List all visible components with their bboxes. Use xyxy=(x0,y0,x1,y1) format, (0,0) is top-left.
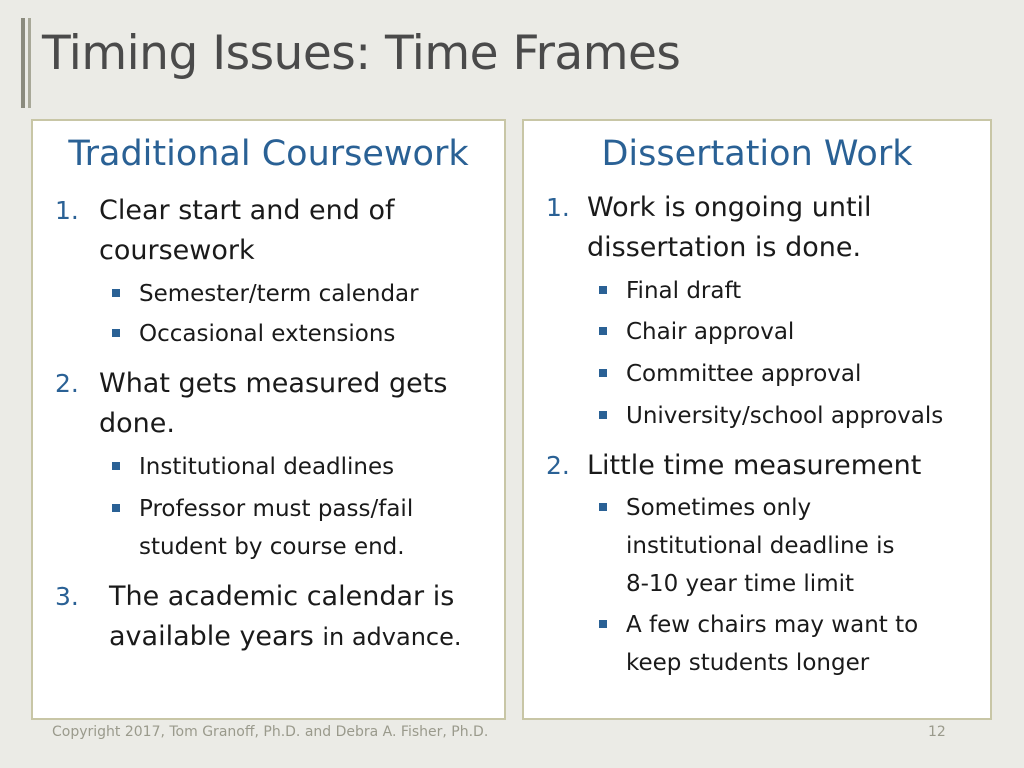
square-bullet-icon xyxy=(112,504,120,512)
square-bullet-icon xyxy=(599,369,607,377)
square-bullet-icon xyxy=(599,327,607,335)
column-heading: Dissertation Work xyxy=(601,134,913,174)
item-text: dissertation is done. xyxy=(587,232,862,263)
square-bullet-icon xyxy=(112,462,120,470)
item-text: Clear start and end of xyxy=(99,195,395,226)
item-text: done. xyxy=(99,408,175,439)
dissertation-work-panel: Dissertation Work 1. Work is ongoing until dissertation is done. Final draft Chair approval Committee approval University/school approvals 2. Little time measurement Sometimes only institutional deadline is 8-10 year time limit A few chairs may want to keep students longer xyxy=(522,119,992,720)
title-accent-bar-inner xyxy=(28,18,31,108)
item-text: What gets measured gets xyxy=(99,368,448,399)
item-text: Work is ongoing until xyxy=(587,192,872,223)
copyright-footer: Copyright 2017, Tom Granoff, Ph.D. and Debra A. Fisher, Ph.D. xyxy=(52,724,489,740)
column-heading: Traditional Coursework xyxy=(68,134,469,174)
item-number: 2. xyxy=(546,451,570,480)
item-text: Little time measurement xyxy=(587,450,922,481)
square-bullet-icon xyxy=(599,411,607,419)
item-number: 2. xyxy=(55,369,79,398)
item-text: coursework xyxy=(99,235,255,266)
slide-title: Timing Issues: Time Frames xyxy=(42,26,681,81)
square-bullet-icon xyxy=(599,503,607,511)
page-number: 12 xyxy=(928,724,946,740)
item-text: The academic calendar is xyxy=(109,581,455,612)
square-bullet-icon xyxy=(112,289,120,297)
item-text: available years in advance. xyxy=(109,621,462,652)
square-bullet-icon xyxy=(599,286,607,294)
square-bullet-icon xyxy=(112,329,120,337)
item-number: 3. xyxy=(55,582,79,611)
traditional-coursework-panel: Traditional Coursework 1. Clear start and end of coursework Semester/term calendar Occasional extensions 2. What gets measured gets done. Institutional deadlines Professor must pass/fail student by course end. 3. The academic calendar is available years in advance. xyxy=(31,119,506,720)
item-number: 1. xyxy=(55,196,79,225)
title-accent-bar xyxy=(21,18,25,108)
item-number: 1. xyxy=(546,193,570,222)
square-bullet-icon xyxy=(599,620,607,628)
